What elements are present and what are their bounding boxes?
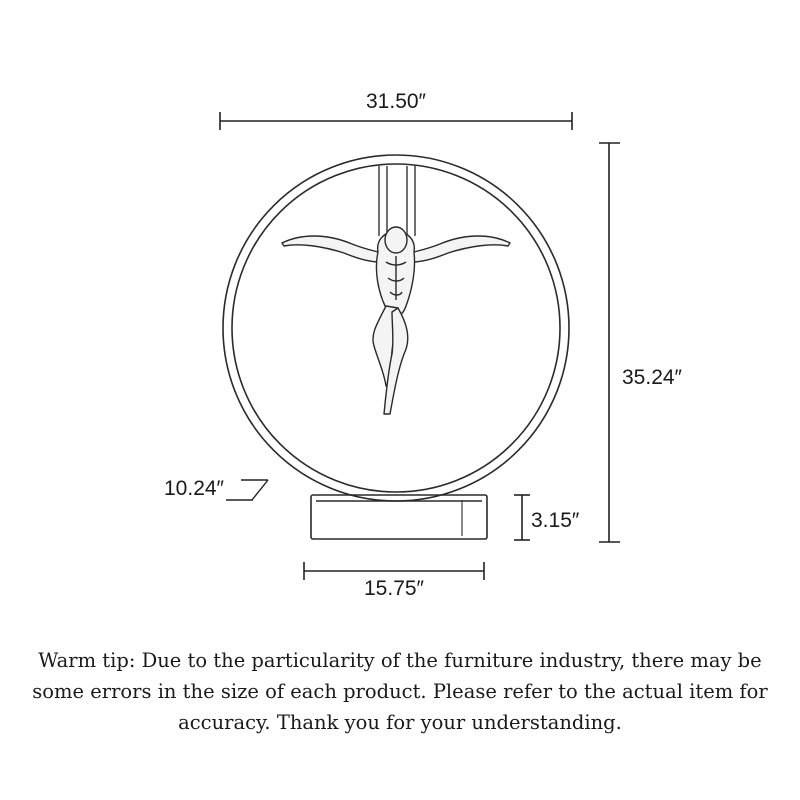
figure-sculpture	[282, 227, 510, 414]
base-width-dimension-label: 15.75″	[364, 577, 424, 600]
height-dimension-line	[599, 143, 620, 542]
height-dimension-label: 35.24″	[622, 366, 682, 389]
hanging-rods	[379, 166, 415, 236]
depth-dimension-label: 10.24″	[164, 477, 224, 500]
warm-tip-text: Warm tip: Due to the particularity of the furniture industry, there may be some errors in the size of each product. Please refer to the actual item for accuracy. Thank you for your understanding.	[32, 649, 768, 734]
stand-base	[311, 495, 487, 539]
depth-dimension-line	[226, 480, 268, 500]
base-height-dimension-line	[514, 495, 530, 540]
base-height-dimension-label: 3.15″	[531, 509, 580, 532]
width-dimension-line	[220, 112, 572, 130]
width-dimension-label: 31.50″	[366, 90, 426, 113]
